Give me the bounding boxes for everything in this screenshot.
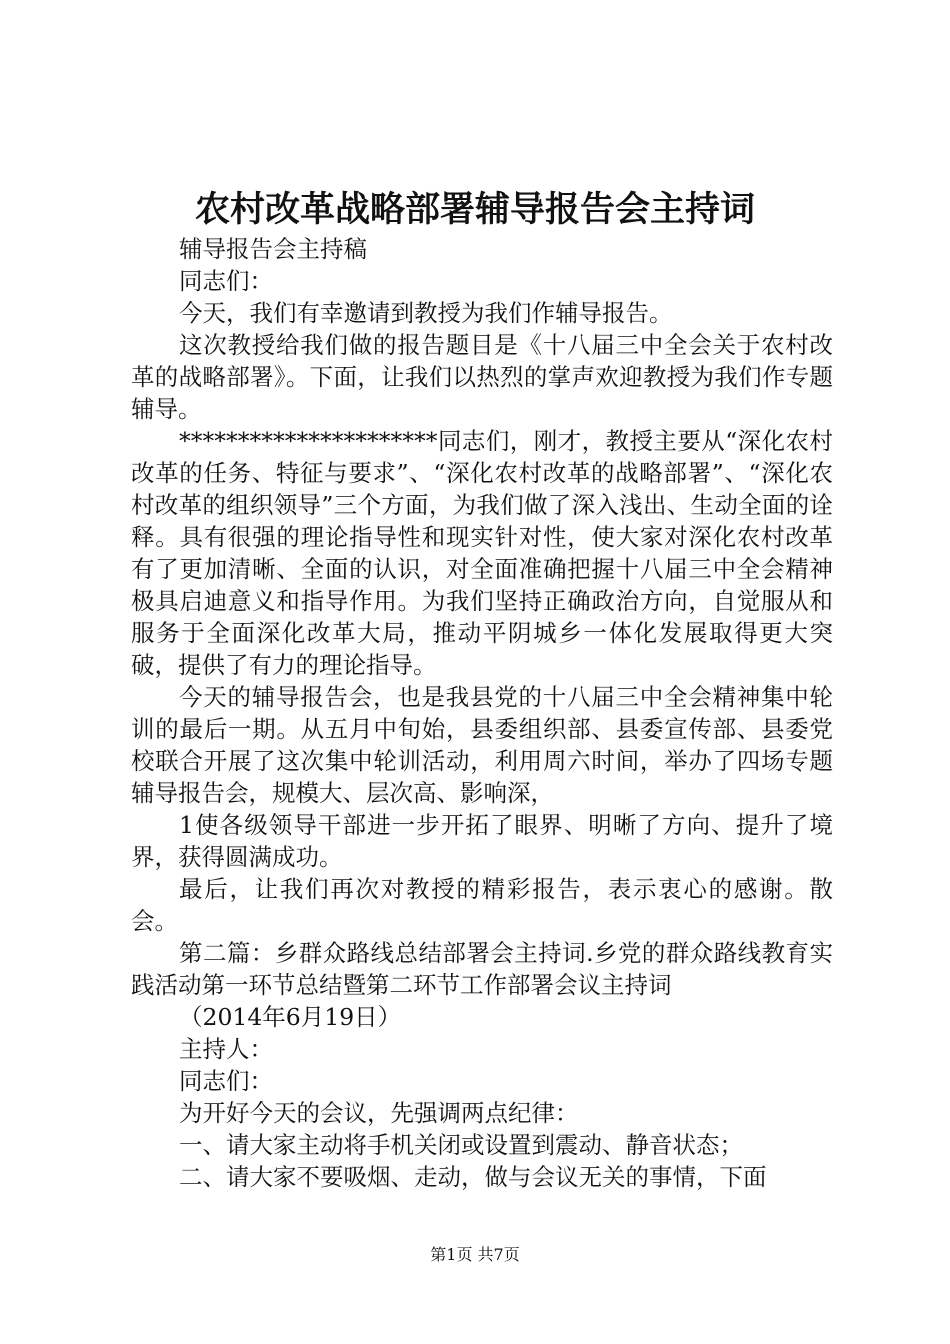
- document-title: 农村改革战略部署辅导报告会主持词: [194, 189, 755, 230]
- paragraph-discipline-one: 一、请大家主动将手机关闭或设置到震动、静音状态；: [179, 1131, 743, 1159]
- paragraph-part-two-heading: 第二篇：乡群众路线总结部署会主持词.乡党的群众路线教育实践活动第一环节总结暨第二环节工作部署会议主持词: [131, 939, 833, 999]
- paragraph-invitation: 今天，我们有幸邀请到教授为我们作辅导报告。: [179, 299, 673, 327]
- paragraph-subtitle: 辅导报告会主持稿: [179, 235, 367, 263]
- paragraph-date: （2014年6月19日）: [179, 1003, 402, 1031]
- paragraph-report-topic: 这次教授给我们做的报告题目是《十八届三中全会关于农村改革的战略部署》。下面，让我们以热烈的掌声欢迎教授为我们作专题辅导。: [131, 331, 833, 423]
- document-body: [131, 233, 833, 1193]
- paragraph-closing: 最后，让我们再次对教授的精彩报告，表示衷心的感谢。散会。: [131, 875, 833, 935]
- paragraph-training: 今天的辅导报告会，也是我县党的十八届三中全会精神集中轮训的最后一期。从五月中旬始，县委组织部、县委宣传部、县委党校联合开展了这次集中轮训活动，利用周六时间，举办了四场专题辅导报告会，规模大、层次高、影响深，: [131, 683, 833, 807]
- paragraph-discipline-two: 二、请大家不要吸烟、走动，做与会议无关的事情，下面: [179, 1163, 767, 1191]
- paragraph-outcome: 1使各级领导干部进一步开拓了眼界、明晰了方向、提升了境界，获得圆满成功。: [131, 811, 833, 871]
- paragraph-greeting: 同志们：: [179, 267, 273, 295]
- page-footer: 第1页 共7页: [430, 1245, 520, 1264]
- paragraph-summary: **********************同志们，刚才，教授主要从“深化农村改革的任务、特征与要求”、“深化农村改革的战略部署”、“深化农村改革的组织领导”三个方面，为我们做了深入浅出、生动全面的诠释。具有很强的理论指导性和现实针对性，使大家对深化农村改革有了更加清晰、全面的认识，对全面准确把握十八届三中全会精神极具启迪意义和指导作用。为我们坚持正确政治方向，自觉服从和服务于全面深化改革大局，推动平阴城乡一体化发展取得更大突破，提供了有力的理论指导。: [131, 427, 833, 679]
- paragraph-host: 主持人：: [179, 1035, 273, 1063]
- paragraph-discipline-intro: 为开好今天的会议，先强调两点纪律：: [179, 1099, 579, 1127]
- paragraph-greeting-2: 同志们：: [179, 1067, 273, 1095]
